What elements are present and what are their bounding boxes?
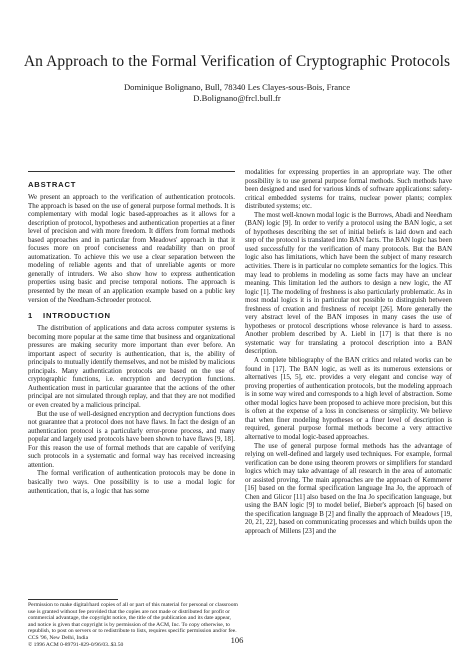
conference-info: CCS '96, New Delhi, India	[28, 634, 89, 641]
page-number: 106	[230, 635, 244, 645]
abstract-top-rule	[28, 171, 235, 172]
right-paragraph-1: The most well-known modal logic is the Burrows, Abadi and Needham (BAN) logic [9]. In order to verify a protocol using the BAN logic, a set of hypotheses describing the set of initial beliefs is laid down and each step of the protocol is translated into BAN facts. The BAN logic has been used successfully for the verification of many protocols. But the BAN logic also has limitations, which have been the subject of many research activities. There is in particular no complete semantics for the logics. This may lead to problems in modeling as some facts may have an unclear meaning. This limitation led the authors to design a new logic, the AT logic [1]. The modeling of freshness is also particularly problematic. As in most modal logics it is in particular not possible to distinguish between freshness of creation and freshness of receipt [26]. More generally the very abstract level of the BAN imposes in many cases the use of hypotheses or protocol descriptions whose relevance is hard to assess. Another problem described by A. Liebl in [17] is that there is no systematic way for translating a protocol description into a BAN description.	[245, 210, 452, 356]
author-affiliation: Dominique Bolignano, Bull, 78340 Les Clayes-sous-Bois, France	[123, 82, 351, 92]
intro-paragraph-1: The distribution of applications and data across computer systems is becoming more popular at the same time that business and organizational pressures are making security more important than ever before. An important aspect of security is authentication, that is, the ability of principals to mutually identify themselves, and not be misled by malicious principals. Many authentication protocols are based on the use of cryptographic functions, i.e. encryption and decryption functions. Authentication must in particular guarantee that the actions of the other principal are not simulated through replay, and that they are not modified or even created by a malicious principal.	[28, 324, 235, 410]
paper-title: An Approach to the Formal Verification of Cryptographic Protocols	[23, 53, 451, 70]
author-email: D.Bolignano@frcl.bull.fr	[193, 92, 281, 103]
intro-paragraph-2: But the use of well-designed encryption and decryption functions does not guarantee that a protocol does not have flaws. In fact the design of an authentication protocol is a particularly error-prone process, and many popular and largely used protocols have been shown to have flaws [9, 18]. For this reason the use of formal methods that are capable of verifying such protocols in a systematic and formal way has received increasing attention.	[28, 409, 235, 469]
right-column	[245, 168, 452, 536]
right-paragraph-0: modalities for expressing properties in an appropriate way. The other possibility is to use general purpose formal methods. Such methods have been designed and used for various kinds of software applications: safety-critical embedded systems for trains, nuclear power plants; complex distributed systems; etc.	[245, 168, 452, 211]
section-number: 1	[28, 311, 34, 321]
section-title: INTRODUCTION	[43, 311, 111, 321]
intro-paragraph-3: The formal verification of authentication protocols may be done in basically two ways. One possibility is to use a modal logic for authentication, that is, a logic that has some	[28, 469, 235, 495]
abstract-heading: ABSTRACT	[28, 180, 77, 189]
copyright-line: © 1996 ACM 0-89791-829-0/96/03..$3.50	[28, 641, 124, 648]
section-heading-introduction	[28, 311, 235, 321]
abstract-text: We present an approach to the verification of authentication protocols. The approach is based on the use of general purpose formal methods. It is complementary with modal logic based-approaches as it allows for a description of protocol, hypotheses and authentication properties at a finer level of precision and with more freedom. It differs from formal methods based approaches and in particular from Meadows' approach in that it focuses more on proof conciseness and readability than on proof automatization. To achieve this we use a clear separation between the modeling of reliable agents and that of unreliable agents or more generally of intruders. We also show how to express authentication properties using basic and precise temporal notions. The approach is presented by the mean of an application example based on a public key version of the Needham-Schroeder protocol.	[28, 193, 235, 304]
left-column	[28, 171, 235, 495]
author-block	[0, 82, 474, 103]
footnote-rule	[28, 599, 118, 600]
permission-text: Permission to make digital/hard copies of all or part of this material for personal or classroom use is granted without fee provided that the copies are not made or distributed for profit or commercial advantage, the copyright notice, the title of the publication and its date appear, and notice is given that copyright is by permission of the ACM, Inc. To copy otherwise, to republish, to post on servers or to redistribute to lists, requires specific permission and/or fee.	[28, 602, 238, 635]
right-paragraph-2: A complete bibliography of the BAN critics and related works can be found in [17]. The BAN logic, as well as its numerous extensions or alternatives [15, 5], etc. provides a very elegant and concise way of proving properties of authentication protocols, but the modeling approach is in some way wired and corresponds to a high level of abstraction. Some other modal logics have been proposed to achieve more precision, but this is often at the expense of a loss in conciseness or simplicity. We believe that when finer modeling hypotheses or a finer level of description is required, general purpose formal methods become a very attractive alternative to modal logic-based approaches.	[245, 356, 452, 441]
right-paragraph-3: The use of general purpose formal methods has the advantage of relying on well-defined and largely used techniques. For example, formal verification can be done using theorem provers or simplifiers for standard logics which may take advantage of all research in the area of automatic or assisted proving. The main approaches are the approach of Kemmerer [16] based on the formal specification language Ina Jo, the approach of Chen and Glicor [11] also based on the Ina Jo specification language, but using the BAN logic [9] to model belief, Bieber's approach [6] based on the specification language B [2] and finally the approach of Meadows [19, 20, 21, 22], based on communicating processes and which builds upon the approach of Millens [23] and the	[245, 441, 452, 535]
